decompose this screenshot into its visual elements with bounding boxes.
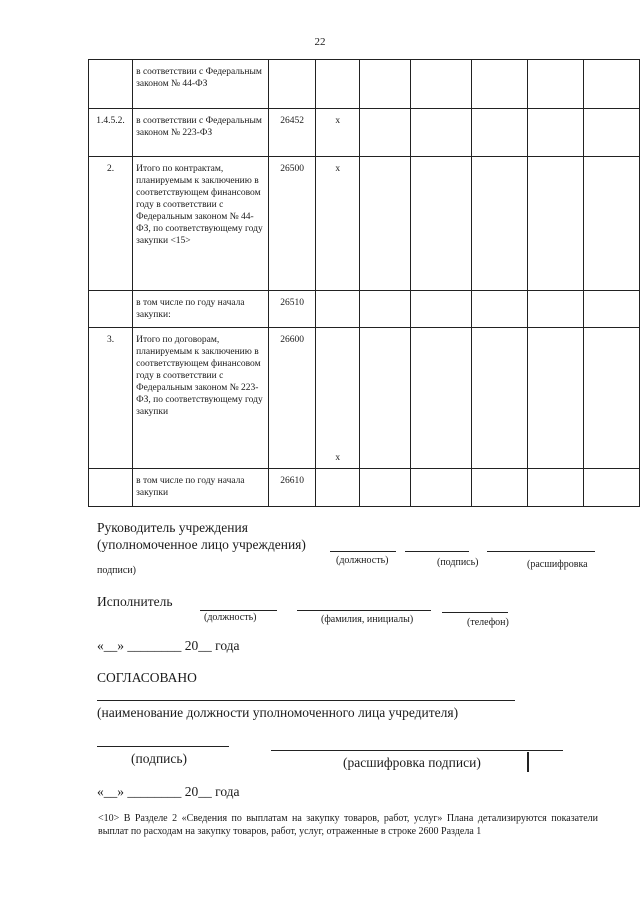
row-number: 1.4.5.2. <box>89 109 133 157</box>
head-decoding-caption: (расшифровка <box>527 559 588 570</box>
executor-label: Исполнитель <box>97 594 173 609</box>
head-decoding-line <box>487 551 595 552</box>
row-number <box>89 469 133 507</box>
approver-title-caption: (наименование должности уполномоченного лица учредителя) <box>97 705 459 720</box>
row-number <box>89 60 133 109</box>
row-code <box>268 60 316 109</box>
head-position-caption: (должность) <box>336 555 389 566</box>
exec-phone-line <box>442 612 508 613</box>
row-mark: x <box>316 109 360 157</box>
procurement-table <box>88 59 640 507</box>
row-mark <box>316 469 360 507</box>
table-row <box>89 328 640 469</box>
head-subtitle: (уполномоченное лицо учреждения) <box>97 537 306 552</box>
approver-decoding-caption: (расшифровка подписи) <box>343 755 481 770</box>
row-code: 26500 <box>268 157 316 291</box>
page-number: 22 <box>314 36 326 48</box>
row-name: в соответствии с Федеральным законом № 223-ФЗ <box>133 109 269 157</box>
row-mark: x <box>316 157 360 291</box>
exec-name-caption: (фамилия, инициалы) <box>321 614 414 625</box>
row-name: в том числе по году начала закупки: <box>133 291 269 328</box>
head-position-line <box>330 551 396 552</box>
row-mark: x <box>316 328 360 469</box>
row-number: 3. <box>89 328 133 469</box>
row-name: Итого по контрактам, планируемым к заключению в соответствующем финансовом году в соответствии с Федеральным законом № 44-ФЗ, по соответствующему году закупки <15> <box>133 157 269 291</box>
row-name: Итого по договорам, планируемым к заключению в соответствующем финансовом году в соответствии с Федеральным законом № 223-ФЗ, по соответствующему году закупки <box>133 328 269 469</box>
row-code: 26510 <box>268 291 316 328</box>
exec-phone-caption: (телефон) <box>467 617 509 628</box>
row-name: в том числе по году начала закупки <box>133 469 269 507</box>
table-row <box>89 291 640 328</box>
table-row <box>89 157 640 291</box>
head-signature-caption: (подпись) <box>437 557 479 568</box>
approver-title-line <box>97 700 515 701</box>
exec-position-line <box>200 610 277 611</box>
head-signature-line <box>405 551 469 552</box>
footnote: <10> В Разделе 2 «Сведения по выплатам на закупку товаров, работ, услуг» Плана детализируются показатели выплат по расходам на закупку товаров, работ, услуг, отраженные в строке 2600 Раздела 1 <box>98 813 598 837</box>
row-number: 2. <box>89 157 133 291</box>
row-name: в соответствии с Федеральным законом № 44-ФЗ <box>133 60 269 109</box>
margin-mark <box>527 752 529 772</box>
table-row <box>89 109 640 157</box>
approver-decoding-line <box>271 750 563 751</box>
table-row <box>89 469 640 507</box>
approver-signature-line <box>97 746 229 747</box>
head-decoding-caption-cont: подписи) <box>97 565 136 576</box>
exec-position-caption: (должность) <box>204 612 257 623</box>
date-line-2: «__» ________ 20__ года <box>97 784 240 799</box>
row-code: 26452 <box>268 109 316 157</box>
row-mark <box>316 291 360 328</box>
row-mark <box>316 60 360 109</box>
exec-name-line <box>297 610 431 611</box>
head-title: Руководитель учреждения <box>97 520 248 535</box>
row-code: 26600 <box>268 328 316 469</box>
row-code: 26610 <box>268 469 316 507</box>
approved-heading: СОГЛАСОВАНО <box>97 670 197 685</box>
row-number <box>89 291 133 328</box>
table-row <box>89 60 640 109</box>
date-line-1: «__» ________ 20__ года <box>97 638 240 653</box>
approver-signature-caption: (подпись) <box>131 751 188 766</box>
